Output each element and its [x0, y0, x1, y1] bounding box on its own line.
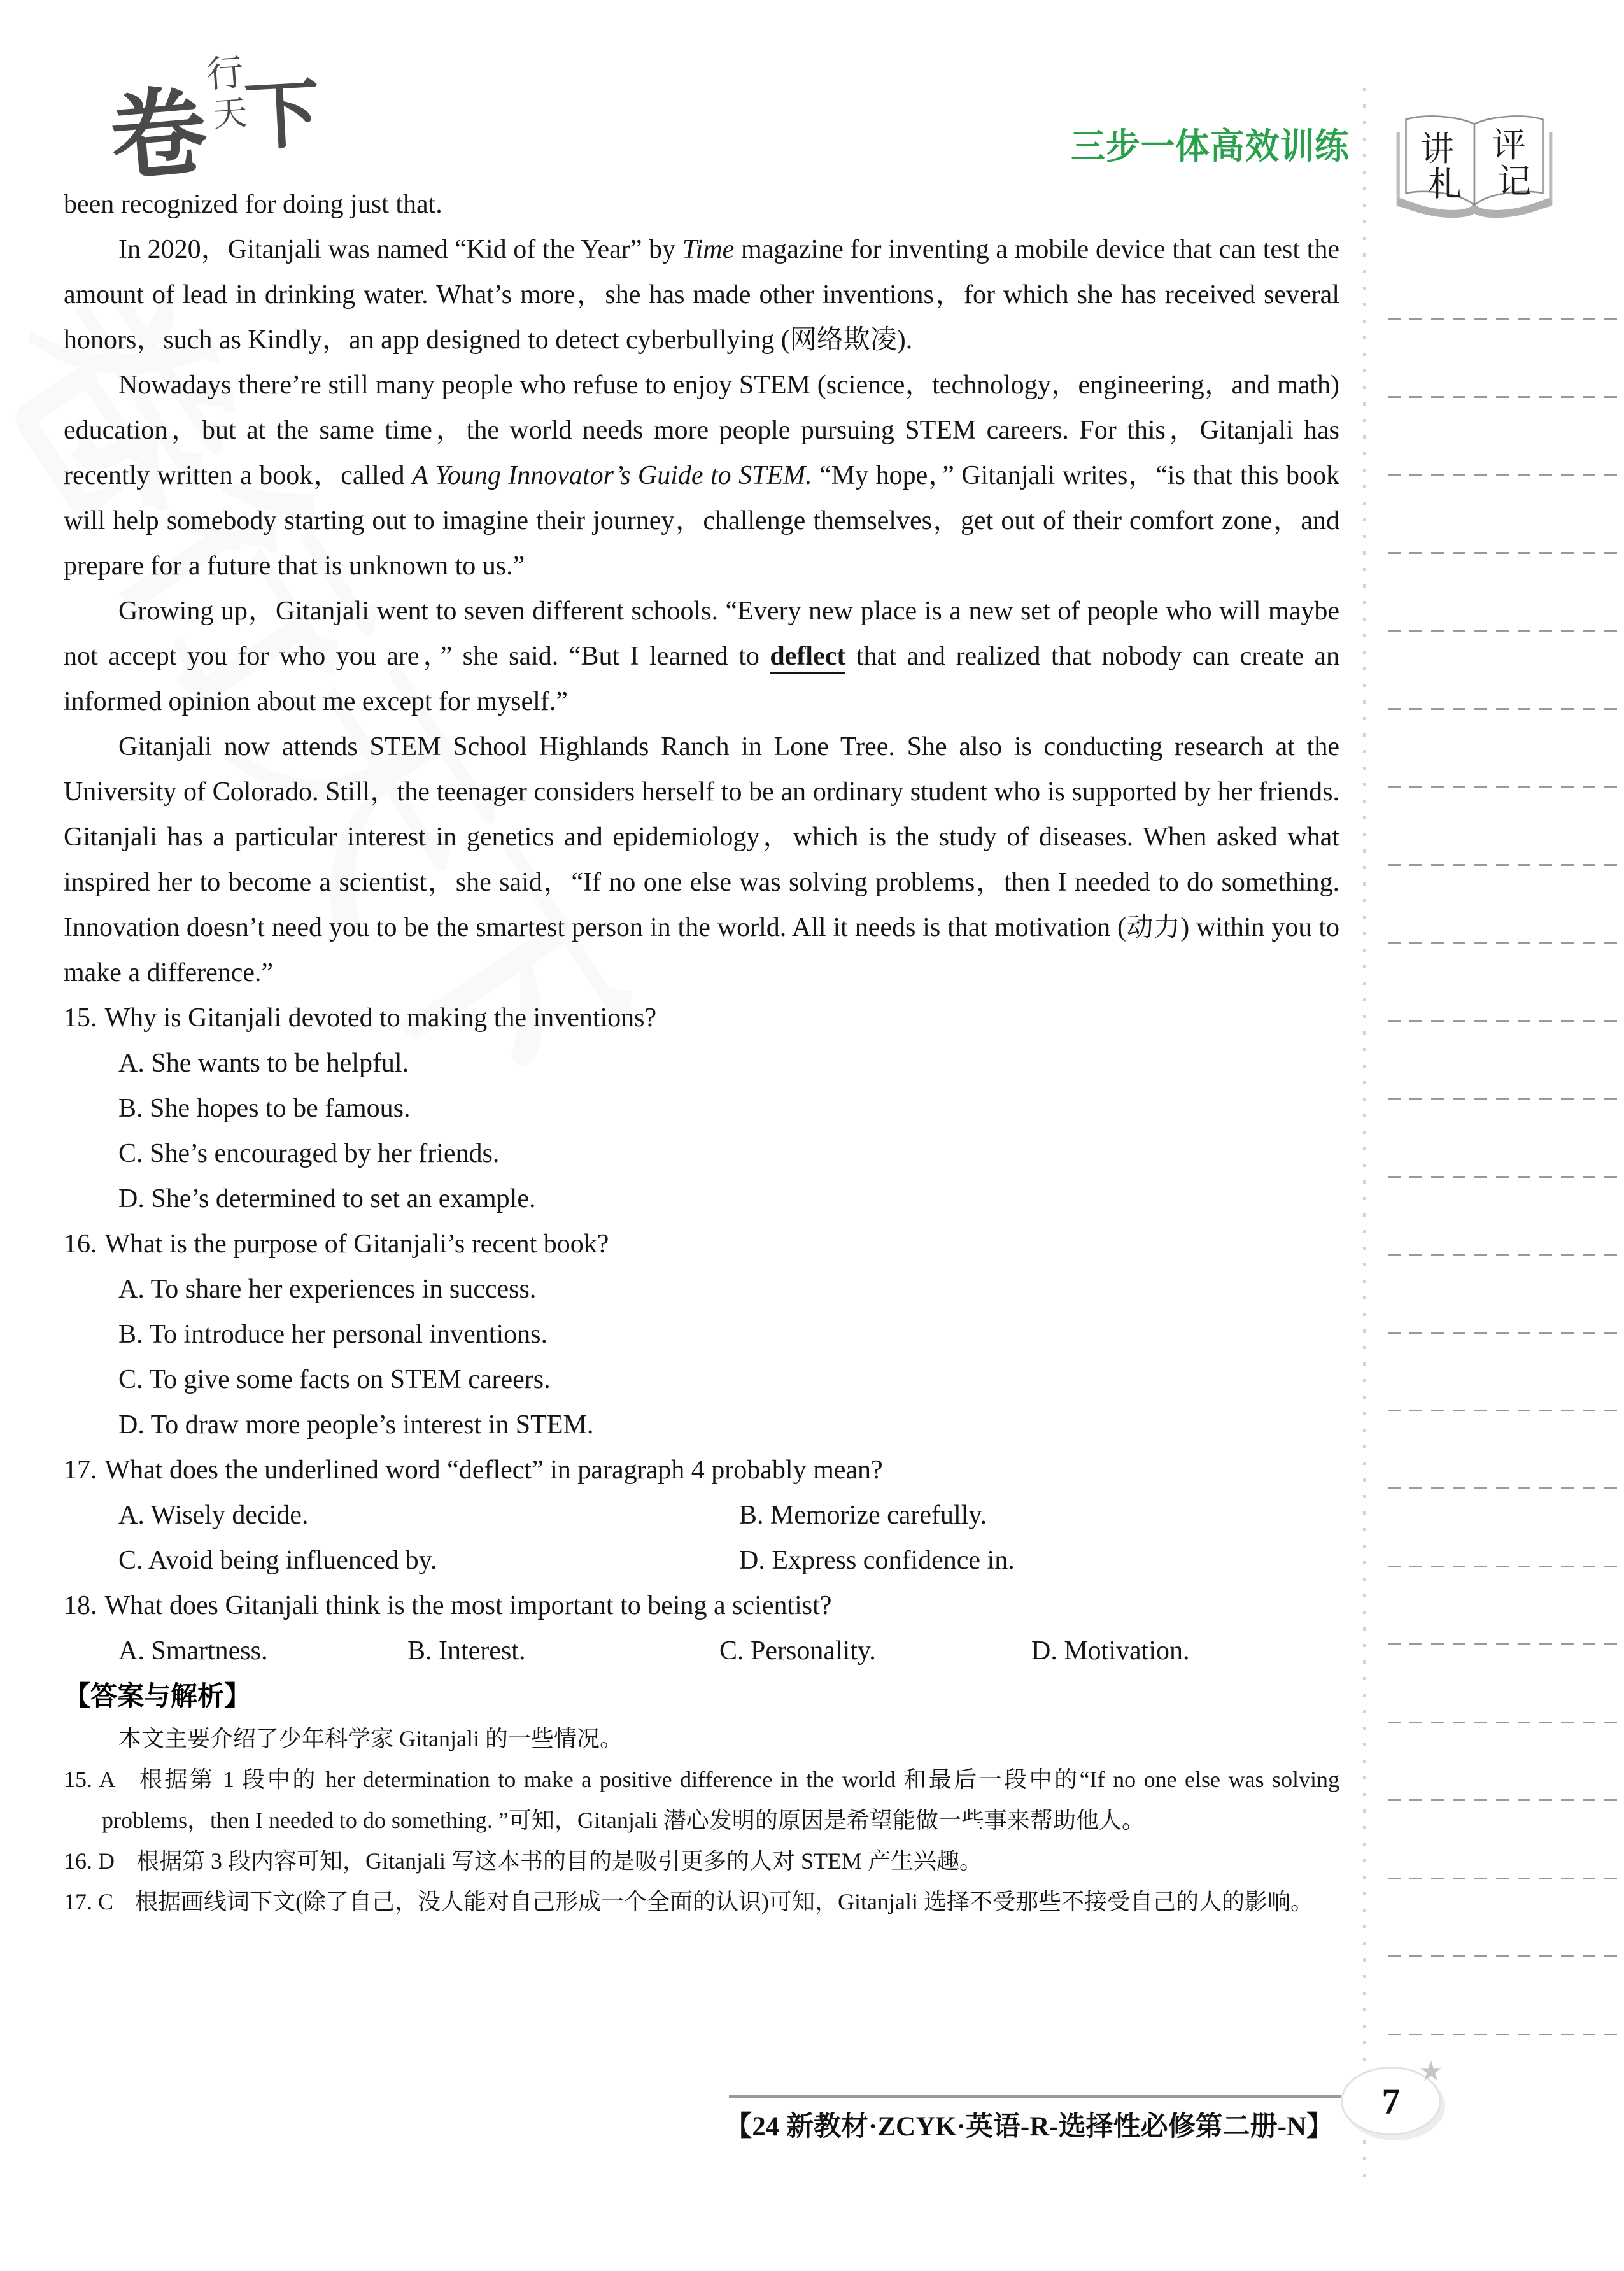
- question-number: 15.: [64, 1003, 97, 1033]
- question-stem: [64, 1448, 1339, 1493]
- question-stem: [64, 1583, 1339, 1629]
- option-a: A. To share her experiences in success.: [118, 1275, 537, 1304]
- option-a: A. Wisely decide.: [118, 1501, 309, 1530]
- answer-number: 17. C: [64, 1889, 114, 1914]
- page-number: 7: [1381, 2080, 1401, 2122]
- content-column: [64, 182, 1339, 1922]
- answer-intro: 本文主要介绍了少年科学家 Gitanjali 的一些情况。: [118, 1726, 623, 1751]
- option-d: D. Express confidence in.: [739, 1546, 1015, 1575]
- question-15: [64, 996, 1339, 1222]
- passage-text: Gitanjali now attends STEM School Highlands Ranch in Lone Tree. She also is conducting research at the University of Colorado. Still，the teenager considers herself to be an ordinary student who is supported by her friends. Gitanjali has a particular interest in genetics and epidemiology，which is the study of diseases. When asked what inspired her to become a scientist，she said，“If no one else was solving problems，then I needed to do something. Innovation doesn’t need you to be the smartest person in the world. All it needs is that motivation (动力) within you to make a difference.”: [64, 732, 1339, 987]
- passage-text: In 2020，Gitanjali was named “Kid of the Year” by: [118, 235, 682, 264]
- open-book-badge-icon: [1393, 110, 1556, 237]
- option-c: C. Personality.: [719, 1636, 876, 1666]
- badge-char: 记: [1497, 162, 1532, 202]
- passage-text: “My hope，” Gitanjali writes，“is that this book will help somebody starting out to imagine their journey，challenge themselves，get out of their comfort zone，and prepare for a future that is unknown to us.”: [64, 461, 1340, 581]
- book-title-italic: A Young Innovator’s Guide to STEM.: [411, 461, 812, 490]
- passage-text: Growing up，Gitanjali went to seven different schools. “Every new place is a new set of people who will maybe not accept you for who you are，” she said. “But I learned to: [64, 597, 1339, 671]
- answer-item-16: [64, 1841, 1339, 1881]
- option-c: C. To give some facts on STEM careers.: [118, 1365, 551, 1394]
- badge-char: 札: [1428, 164, 1462, 204]
- answer-number: 15. A: [64, 1767, 116, 1792]
- passage-text: Nowadays there’re still many people who refuse to enjoy STEM (science，technology，engineering，and math) education，but at the same time，the world needs more people pursuing STEM careers. For this，Gitanjali has recently written a book，called: [64, 371, 1339, 490]
- question-text: What is the purpose of Gitanjali’s recent book?: [104, 1229, 609, 1259]
- question-17: [64, 1448, 1339, 1583]
- question-number: 16.: [64, 1229, 97, 1259]
- badge-char: 评: [1492, 125, 1526, 165]
- option-b: B. Interest.: [407, 1636, 526, 1666]
- footer-rule: [729, 2095, 1341, 2098]
- answer-item-17: [64, 1881, 1339, 1922]
- passage-text: that and realized that nobody can create an informed opinion about me except for myself.”: [64, 642, 1339, 716]
- option-a: A. She wants to be helpful.: [118, 1049, 409, 1078]
- answer-section-header: 【答案与解析】: [64, 1681, 251, 1711]
- magazine-name-italic: Time: [682, 235, 735, 264]
- passage-text: magazine for inventing a mobile device that can test the amount of lead in drinking water. What’s more，she has made other inventions，for which she has received several honors，such as Kindly，an app designed to detect cyberbullying (网络欺凌).: [64, 235, 1339, 355]
- question-stem: [64, 996, 1339, 1041]
- passage-paragraph: [64, 227, 1339, 363]
- banner-title: 三步一体高效训练: [1071, 126, 1350, 166]
- logo-char: 天: [211, 92, 249, 135]
- passage-paragraph: [64, 589, 1339, 725]
- passage-paragraph: [64, 363, 1339, 589]
- option-d: D. She’s determined to set an example.: [118, 1184, 536, 1213]
- notes-divider-dotted: [1363, 88, 1366, 2189]
- answer-explanation: 根据第 1 段中的 her determination to make a positive difference in the world 和最后一段中的“If no one else was solving problems，then I needed to do something. ”可知，Gitanjali 潜心发明的原因是希望能做一些事来帮助他人。: [102, 1767, 1339, 1833]
- question-18: [64, 1583, 1339, 1674]
- edition-label: 【24 新教材·ZCYK·英语-R-选择性必修第二册-N】: [724, 2112, 1334, 2142]
- answer-item-15: [64, 1759, 1339, 1841]
- logo-char: 卷: [105, 73, 212, 195]
- answer-key-section: [64, 1674, 1339, 1922]
- answer-explanation: 根据第 3 段内容可知，Gitanjali 写这本书的目的是吸引更多的人对 STEM 产生兴趣。: [136, 1848, 982, 1874]
- option-d: D. Motivation.: [1031, 1636, 1190, 1666]
- passage-paragraph-continuation: [64, 182, 1339, 227]
- option-b: B. Memorize carefully.: [739, 1501, 987, 1530]
- star-icon: ★: [1418, 2055, 1444, 2088]
- option-b: B. To introduce her personal inventions.: [118, 1320, 547, 1349]
- option-b: B. She hopes to be famous.: [118, 1094, 411, 1123]
- passage-paragraph: [64, 725, 1339, 996]
- question-text: What does Gitanjali think is the most important to being a scientist?: [104, 1591, 832, 1620]
- question-text: What does the underlined word “deflect” in paragraph 4 probably mean?: [104, 1455, 883, 1485]
- question-text: Why is Gitanjali devoted to making the inventions?: [104, 1003, 657, 1033]
- option-c: C. She’s encouraged by her friends.: [118, 1139, 500, 1168]
- option-c: C. Avoid being influenced by.: [118, 1546, 437, 1575]
- option-row: [64, 1538, 1339, 1583]
- badge-char: 讲: [1420, 129, 1455, 169]
- option-row: [64, 1493, 1339, 1538]
- underlined-keyword: deflect: [770, 642, 845, 674]
- option-row: [64, 1629, 1339, 1674]
- logo-char: 行: [205, 50, 245, 96]
- brand-logo: [105, 46, 326, 195]
- question-stem: [64, 1222, 1339, 1267]
- question-16: [64, 1222, 1339, 1448]
- option-a: A. Smartness.: [118, 1636, 268, 1666]
- option-d: D. To draw more people’s interest in STEM.: [118, 1410, 594, 1440]
- answer-explanation: 根据画线词下文(除了自己，没人能对自己形成一个全面的认识)可知，Gitanjali 选择不受那些不接受自己的人的影响。: [135, 1889, 1313, 1914]
- question-number: 18.: [64, 1591, 97, 1620]
- logo-char: 下: [242, 68, 323, 161]
- question-number: 17.: [64, 1455, 97, 1485]
- passage-text: been recognized for doing just that.: [64, 190, 442, 219]
- answer-number: 16. D: [64, 1848, 115, 1874]
